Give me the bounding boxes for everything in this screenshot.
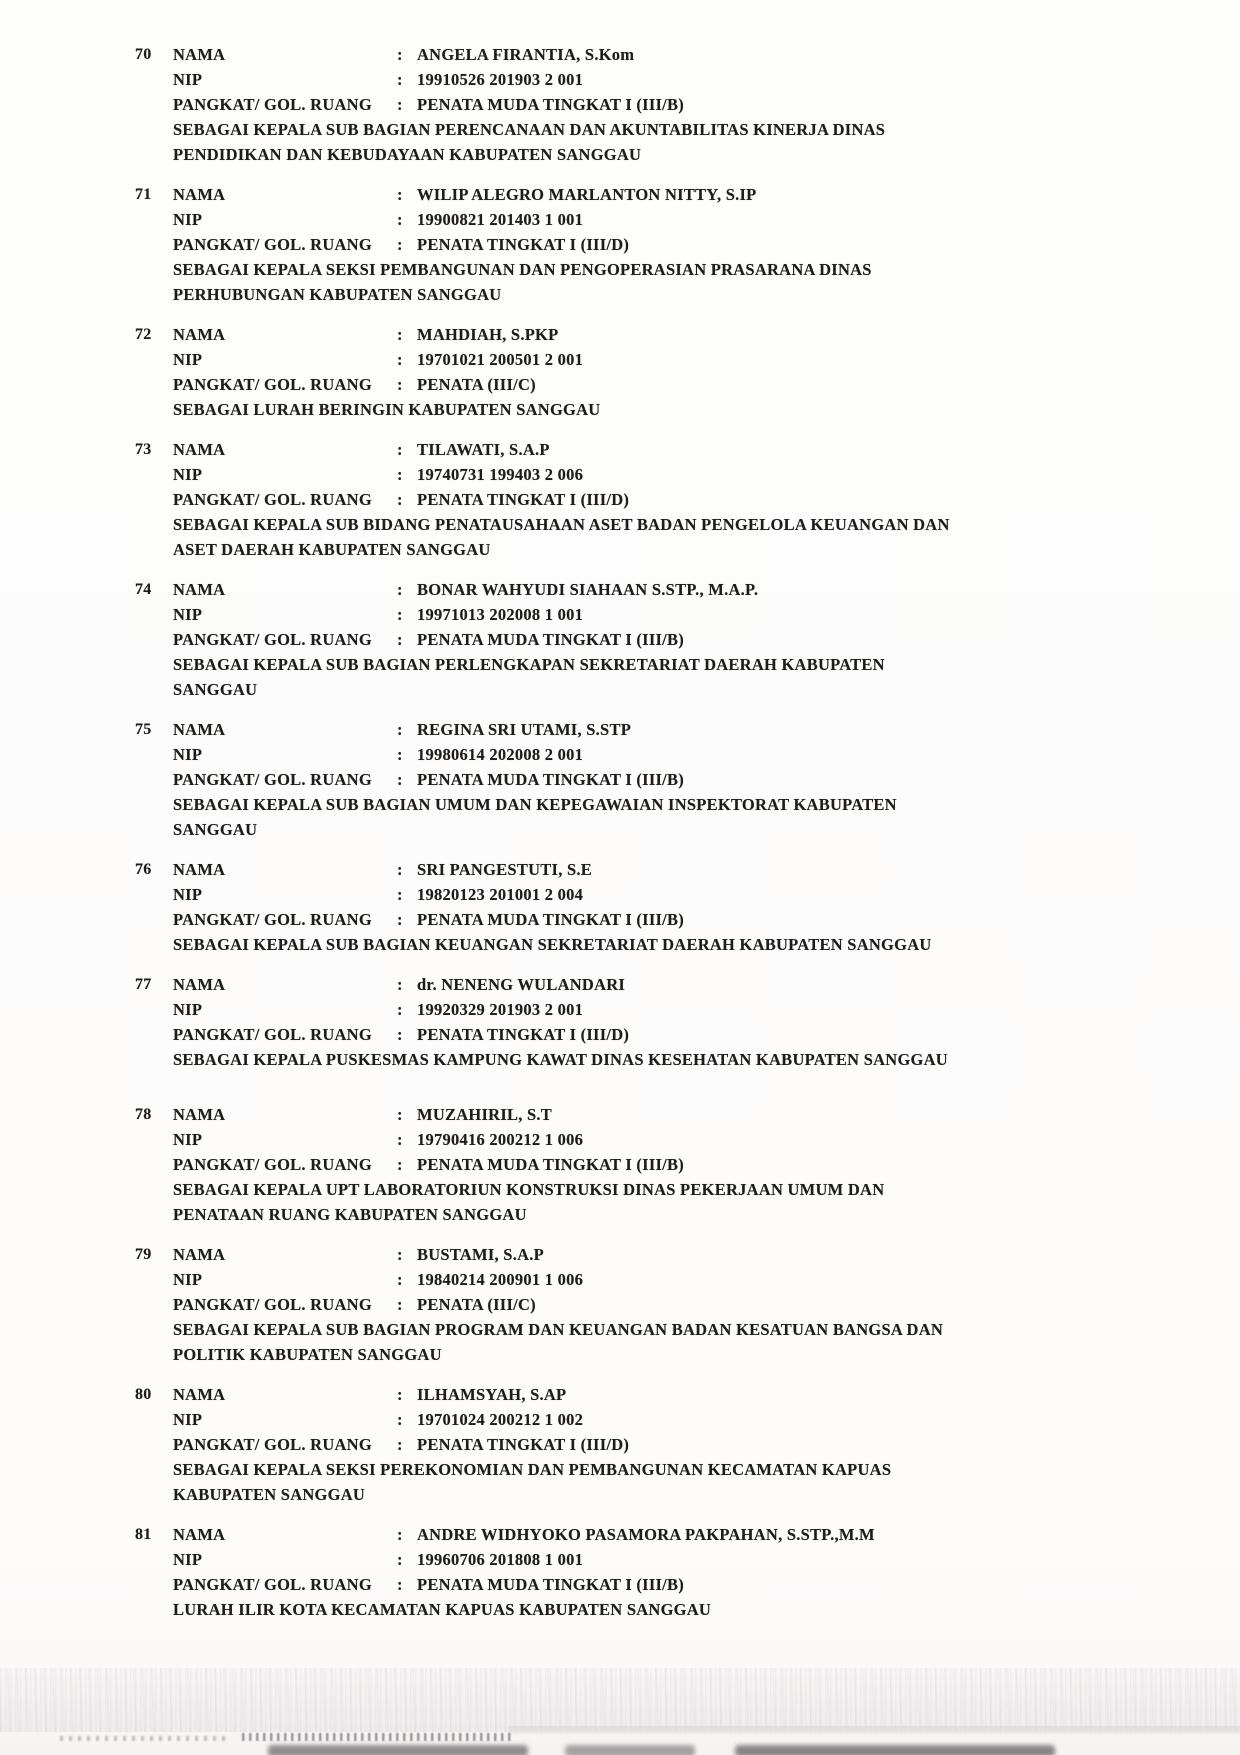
pangkat-label: PANGKAT/ GOL. RUANG [173,1295,372,1314]
position-description [135,512,1180,562]
entry-number: 75 [135,721,152,738]
pangkat-row [135,1152,1180,1177]
nama-row [135,972,1180,997]
colon-separator: : [397,1025,403,1044]
nip-value: 19701021 200501 2 001 [417,350,584,369]
position-description [135,257,1180,307]
nama-value: MAHDIAH, S.PKP [417,325,559,344]
scan-smudge-marks [60,1736,230,1741]
pangkat-row [135,1022,1180,1047]
nama-value: ILHAMSYAH, S.AP [417,1385,567,1404]
nama-row [135,1382,1180,1407]
colon-separator: : [397,1155,403,1174]
nama-row [135,42,1180,67]
entry-number: 72 [135,326,152,343]
personnel-entry [135,577,1180,702]
personnel-entry [135,322,1180,422]
colon-separator: : [397,95,403,114]
personnel-entry [135,1522,1180,1622]
personnel-entry [135,717,1180,842]
colon-separator: : [397,1105,403,1124]
position-description-line: SEBAGAI KEPALA SEKSI PEMBANGUNAN DAN PENGOPERASIAN PRASARANA DINAS [173,260,872,279]
colon-separator: : [397,860,403,879]
position-description [135,1047,1180,1072]
nip-label: NIP [173,605,203,624]
nip-value: 19900821 201403 1 001 [417,210,584,229]
pangkat-label: PANGKAT/ GOL. RUANG [173,1435,372,1454]
entry-number: 73 [135,441,152,458]
colon-separator: : [397,1410,403,1429]
personnel-entry-list [135,42,1180,1637]
nip-row [135,882,1180,907]
colon-separator: : [397,975,403,994]
nip-label: NIP [173,885,203,904]
colon-separator: : [397,210,403,229]
entry-number: 77 [135,976,152,993]
nama-label: NAMA [173,720,226,739]
pangkat-row [135,1432,1180,1457]
nama-row [135,1522,1180,1547]
colon-separator: : [397,1525,403,1544]
pangkat-row [135,232,1180,257]
nip-label: NIP [173,70,203,89]
nama-row [135,322,1180,347]
position-description-line: SANGGAU [173,680,258,699]
nip-row [135,462,1180,487]
nama-row [135,1242,1180,1267]
colon-separator: : [397,720,403,739]
pangkat-value: PENATA TINGKAT I (III/D) [417,1025,630,1044]
position-description-line: KABUPATEN SANGGAU [173,1485,366,1504]
nama-value: MUZAHIRIL, S.T [417,1105,553,1124]
entry-number: 76 [135,861,152,878]
nama-label: NAMA [173,860,226,879]
pangkat-label: PANGKAT/ GOL. RUANG [173,910,372,929]
nama-label: NAMA [173,185,226,204]
nip-row [135,997,1180,1022]
personnel-entry [135,1242,1180,1367]
colon-separator: : [397,465,403,484]
colon-separator: : [397,770,403,789]
position-description-line: LURAH ILIR KOTA KECAMATAN KAPUAS KABUPATEN SANGGAU [173,1600,712,1619]
position-description-line: SEBAGAI KEPALA SUB BIDANG PENATAUSAHAAN ASET BADAN PENGELOLA KEUANGAN DAN [173,515,950,534]
pangkat-value: PENATA MUDA TINGKAT I (III/B) [417,630,685,649]
colon-separator: : [397,70,403,89]
colon-separator: : [397,1000,403,1019]
pangkat-row [135,767,1180,792]
pangkat-row [135,1572,1180,1597]
personnel-entry [135,1382,1180,1507]
pangkat-value: PENATA MUDA TINGKAT I (III/B) [417,770,685,789]
scan-smudge-blur [565,1745,695,1755]
nip-label: NIP [173,1000,203,1019]
colon-separator: : [397,630,403,649]
colon-separator: : [397,1435,403,1454]
position-description [135,397,1180,422]
pangkat-row [135,92,1180,117]
pangkat-label: PANGKAT/ GOL. RUANG [173,770,372,789]
pangkat-row [135,1292,1180,1317]
position-description-line: POLITIK KABUPATEN SANGGAU [173,1345,442,1364]
personnel-entry [135,182,1180,307]
nip-label: NIP [173,1550,203,1569]
colon-separator: : [397,1575,403,1594]
colon-separator: : [397,1295,403,1314]
pangkat-label: PANGKAT/ GOL. RUANG [173,1575,372,1594]
personnel-entry [135,1102,1180,1227]
nip-row [135,67,1180,92]
position-description-line: ASET DAERAH KABUPATEN SANGGAU [173,540,491,559]
colon-separator: : [397,235,403,254]
entry-number: 70 [135,46,152,63]
position-description-line: PENDIDIKAN DAN KEBUDAYAAN KABUPATEN SANGGAU [173,145,642,164]
nip-value: 19840214 200901 1 006 [417,1270,584,1289]
nama-label: NAMA [173,1385,226,1404]
position-description [135,1597,1180,1622]
nama-label: NAMA [173,1105,226,1124]
nip-row [135,1547,1180,1572]
nip-label: NIP [173,1130,203,1149]
nama-label: NAMA [173,1245,226,1264]
pangkat-value: PENATA TINGKAT I (III/D) [417,490,630,509]
position-description-line: SEBAGAI KEPALA SUB BAGIAN PERLENGKAPAN SEKRETARIAT DAERAH KABUPATEN [173,655,885,674]
nama-row [135,1102,1180,1127]
position-description-line: SEBAGAI KEPALA SEKSI PEREKONOMIAN DAN PEMBANGUNAN KECAMATAN KAPUAS [173,1460,892,1479]
pangkat-value: PENATA TINGKAT I (III/D) [417,1435,630,1454]
pangkat-label: PANGKAT/ GOL. RUANG [173,1155,372,1174]
pangkat-row [135,372,1180,397]
colon-separator: : [397,185,403,204]
nama-value: BUSTAMI, S.A.P [417,1245,544,1264]
position-description-line: SANGGAU [173,820,258,839]
colon-separator: : [397,490,403,509]
nama-row [135,437,1180,462]
nip-value: 19920329 201903 2 001 [417,1000,584,1019]
position-description-line: SEBAGAI KEPALA SUB BAGIAN KEUANGAN SEKRETARIAT DAERAH KABUPATEN SANGGAU [173,935,932,954]
position-description [135,1317,1180,1367]
scan-smudge-marks [242,1733,512,1741]
position-description-line: SEBAGAI KEPALA SUB BAGIAN PERENCANAAN DAN AKUNTABILITAS KINERJA DINAS [173,120,886,139]
nama-value: ANGELA FIRANTIA, S.Kom [417,45,635,64]
position-description [135,792,1180,842]
nip-value: 19971013 202008 1 001 [417,605,584,624]
colon-separator: : [397,375,403,394]
pangkat-row [135,907,1180,932]
personnel-entry [135,42,1180,167]
nip-label: NIP [173,1270,203,1289]
nip-label: NIP [173,465,203,484]
entry-number: 79 [135,1246,152,1263]
colon-separator: : [397,350,403,369]
colon-separator: : [397,325,403,344]
pangkat-label: PANGKAT/ GOL. RUANG [173,95,372,114]
pangkat-row [135,627,1180,652]
pangkat-label: PANGKAT/ GOL. RUANG [173,490,372,509]
nama-value: SRI PANGESTUTI, S.E [417,860,592,879]
nama-label: NAMA [173,580,226,599]
nip-row [135,1267,1180,1292]
colon-separator: : [397,910,403,929]
colon-separator: : [397,885,403,904]
pangkat-value: PENATA MUDA TINGKAT I (III/B) [417,95,685,114]
nama-label: NAMA [173,1525,226,1544]
scan-edge-strip [508,1726,1240,1734]
nip-label: NIP [173,1410,203,1429]
pangkat-label: PANGKAT/ GOL. RUANG [173,235,372,254]
position-description [135,652,1180,702]
position-description [135,932,1180,957]
entry-number: 74 [135,581,152,598]
scan-noise-band [0,1668,1240,1732]
nip-row [135,347,1180,372]
nip-label: NIP [173,350,203,369]
nip-row [135,602,1180,627]
nama-label: NAMA [173,45,226,64]
nip-row [135,1407,1180,1432]
nama-row [135,577,1180,602]
colon-separator: : [397,605,403,624]
pangkat-value: PENATA MUDA TINGKAT I (III/B) [417,1155,685,1174]
nama-value: dr. NENENG WULANDARI [417,975,626,994]
nama-value: REGINA SRI UTAMI, S.STP [417,720,632,739]
nip-label: NIP [173,210,203,229]
position-description [135,1177,1180,1227]
position-description-line: SEBAGAI KEPALA SUB BAGIAN PROGRAM DAN KEUANGAN BADAN KESATUAN BANGSA DAN [173,1320,944,1339]
nip-value: 19980614 202008 2 001 [417,745,584,764]
pangkat-label: PANGKAT/ GOL. RUANG [173,630,372,649]
pangkat-value: PENATA MUDA TINGKAT I (III/B) [417,910,685,929]
nip-value: 19910526 201903 2 001 [417,70,584,89]
nip-value: 19740731 199403 2 006 [417,465,584,484]
position-description [135,1457,1180,1507]
personnel-entry [135,437,1180,562]
pangkat-label: PANGKAT/ GOL. RUANG [173,375,372,394]
position-description-line: SEBAGAI LURAH BERINGIN KABUPATEN SANGGAU [173,400,601,419]
pangkat-value: PENATA TINGKAT I (III/D) [417,235,630,254]
position-description-line: SEBAGAI KEPALA PUSKESMAS KAMPUNG KAWAT DINAS KESEHATAN KABUPATEN SANGGAU [173,1050,948,1069]
position-description [135,117,1180,167]
nama-value: BONAR WAHYUDI SIAHAAN S.STP., M.A.P. [417,580,759,599]
pangkat-value: PENATA (III/C) [417,375,536,394]
colon-separator: : [397,440,403,459]
colon-separator: : [397,45,403,64]
nip-value: 19960706 201808 1 001 [417,1550,584,1569]
pangkat-value: PENATA (III/C) [417,1295,536,1314]
nip-row [135,1127,1180,1152]
colon-separator: : [397,580,403,599]
entry-number: 78 [135,1106,152,1123]
nip-value: 19790416 200212 1 006 [417,1130,584,1149]
nama-row [135,717,1180,742]
entry-number: 71 [135,186,152,203]
nama-label: NAMA [173,325,226,344]
colon-separator: : [397,1130,403,1149]
colon-separator: : [397,1385,403,1404]
nama-row [135,182,1180,207]
nama-label: NAMA [173,975,226,994]
colon-separator: : [397,745,403,764]
nama-value: TILAWATI, S.A.P [417,440,550,459]
colon-separator: : [397,1270,403,1289]
position-description-line: PERHUBUNGAN KABUPATEN SANGGAU [173,285,502,304]
colon-separator: : [397,1550,403,1569]
scan-smudge-blur [735,1745,1055,1755]
nama-row [135,857,1180,882]
nama-label: NAMA [173,440,226,459]
entry-number: 81 [135,1526,152,1543]
nama-value: WILIP ALEGRO MARLANTON NITTY, S.IP [417,185,757,204]
nip-label: NIP [173,745,203,764]
pangkat-value: PENATA MUDA TINGKAT I (III/B) [417,1575,685,1594]
nama-value: ANDRE WIDHYOKO PASAMORA PAKPAHAN, S.STP.,M.M [417,1525,875,1544]
colon-separator: : [397,1245,403,1264]
personnel-entry [135,972,1180,1072]
position-description-line: SEBAGAI KEPALA UPT LABORATORIUN KONSTRUKSI DINAS PEKERJAAN UMUM DAN [173,1180,885,1199]
position-description-line: SEBAGAI KEPALA SUB BAGIAN UMUM DAN KEPEGAWAIAN INSPEKTORAT KABUPATEN [173,795,897,814]
personnel-entry [135,857,1180,957]
entry-number: 80 [135,1386,152,1403]
position-description-line: PENATAAN RUANG KABUPATEN SANGGAU [173,1205,527,1224]
nip-value: 19701024 200212 1 002 [417,1410,584,1429]
scan-smudge-blur [268,1745,528,1755]
pangkat-label: PANGKAT/ GOL. RUANG [173,1025,372,1044]
nip-row [135,207,1180,232]
nip-row [135,742,1180,767]
pangkat-row [135,487,1180,512]
nip-value: 19820123 201001 2 004 [417,885,584,904]
